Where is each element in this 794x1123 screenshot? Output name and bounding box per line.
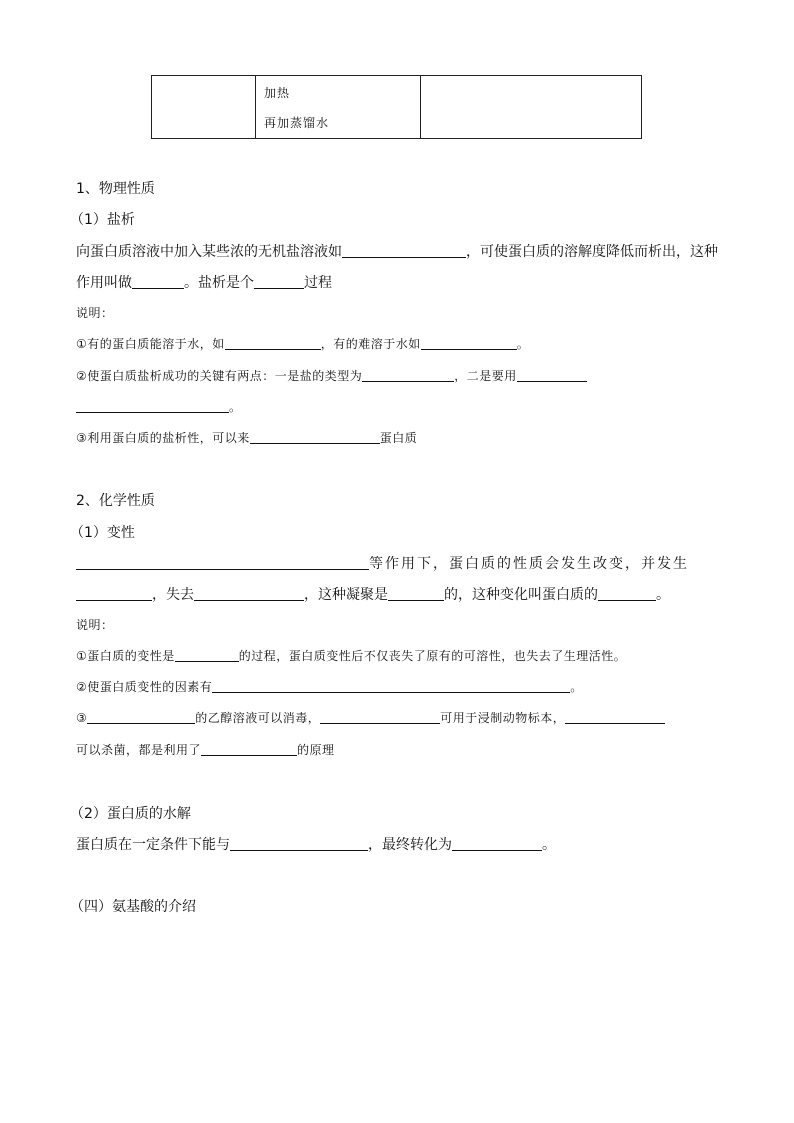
table-cell-2 [256, 76, 421, 138]
fill-blank[interactable] [194, 586, 304, 601]
subsection-title: （1）变性 [70, 525, 135, 541]
paragraph-line: 作用叫做 。盐析是个 过程 [76, 275, 332, 291]
note-line: 可以杀菌，都是利用了 的原理 [76, 743, 335, 757]
paragraph-line: 向蛋白质溶液中加入某些浓的无机盐溶液如 ，可使蛋白质的溶解度降低而析出，这种 [76, 244, 718, 260]
fill-blank[interactable] [212, 680, 570, 693]
fill-blank[interactable] [254, 274, 304, 289]
fill-blank[interactable] [452, 836, 542, 851]
fill-blank[interactable] [421, 337, 517, 350]
fill-blank[interactable] [76, 555, 369, 570]
fill-blank[interactable] [250, 431, 380, 444]
section-title: 2、化学性质 [76, 493, 155, 509]
fill-blank[interactable] [225, 337, 321, 350]
fill-blank[interactable] [87, 711, 195, 724]
experiment-table [151, 75, 642, 139]
fill-blank[interactable] [320, 711, 440, 724]
table-cell-1 [152, 76, 256, 138]
fill-blank[interactable] [598, 586, 656, 601]
fill-blank[interactable] [342, 243, 466, 258]
fill-blank[interactable] [565, 711, 665, 724]
table-cell-3 [421, 76, 641, 138]
fill-blank[interactable] [175, 649, 239, 662]
table-cell-text: 加热 [264, 86, 291, 100]
fill-blank[interactable] [201, 743, 297, 756]
table-cell-text: 再加蒸馏水 [264, 116, 330, 130]
note-line: ②使蛋白质盐析成功的关键有两点：一是盐的类型为 ，二是要用 [76, 367, 587, 384]
note-line: 。 [76, 398, 242, 415]
note-line: ③ 的乙醇溶液可以消毒， 可用于浸制动物标本， [76, 709, 665, 726]
paragraph-line: ，失去 ，这种凝聚是 的，这种变化叫蛋白质的 。 [76, 584, 670, 604]
note-line: ③利用蛋白质的盐析性，可以来 蛋白质 [76, 431, 418, 445]
note-label: 说明： [76, 618, 114, 632]
note-line: ②使蛋白质变性的因素有 。 [76, 680, 583, 694]
fill-blank[interactable] [388, 586, 444, 601]
subsection-title: （2）蛋白质的水解 [70, 806, 191, 822]
note-line: ①有的蛋白质能溶于水，如 ，有的难溶于水如 。 [76, 337, 530, 351]
section-title: 1、物理性质 [76, 181, 155, 197]
fill-blank[interactable] [76, 400, 229, 413]
section-title: （四）氨基酸的介绍 [70, 899, 196, 915]
note-line: ①蛋白质的变性是 的过程，蛋白质变性后不仅丧失了原有的可溶性，也失去了生理活性。 [76, 649, 627, 663]
fill-blank[interactable] [517, 369, 587, 382]
fill-blank[interactable] [132, 274, 184, 289]
fill-blank[interactable] [362, 369, 454, 382]
paragraph-line: 等作用下，蛋白质的性质会发生改变，并发生 [76, 553, 689, 573]
fill-blank[interactable] [76, 586, 152, 601]
subsection-title: （1）盐析 [70, 212, 135, 228]
note-label: 说明： [76, 306, 114, 320]
fill-blank[interactable] [230, 836, 368, 851]
paragraph-line: 蛋白质在一定条件下能与 ，最终转化为 。 [76, 837, 556, 853]
